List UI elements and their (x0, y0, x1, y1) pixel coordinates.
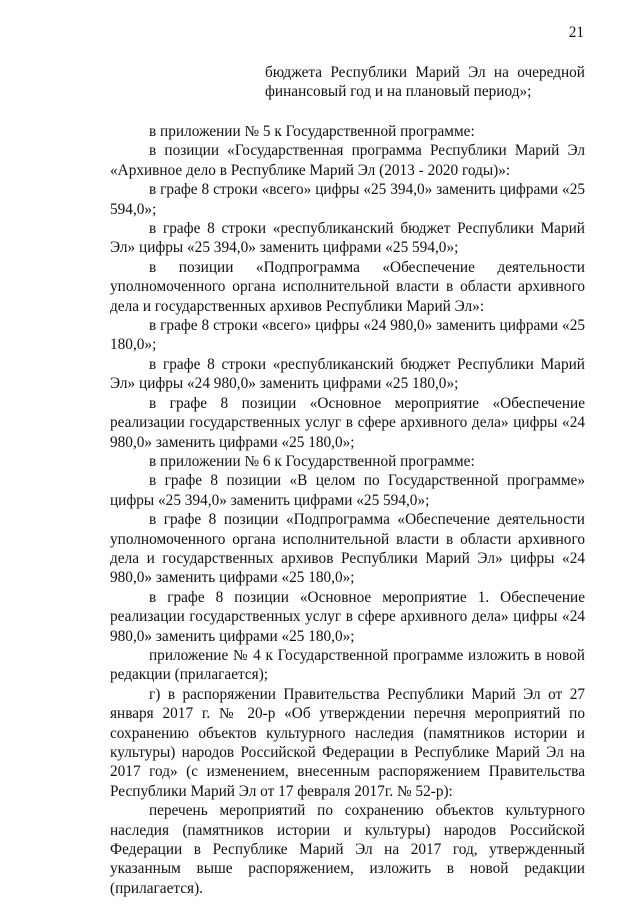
paragraph: в графе 8 строки «республиканский бюджет Республики Марий Эл» цифры «24 980,0» заменить цифрами «25 180,0»; (110, 355, 585, 393)
paragraph: в графе 8 строки «всего» цифры «24 980,0» заменить цифрами «25 180,0»; (110, 317, 585, 354)
page-number: 21 (568, 24, 584, 41)
paragraph: г) в распоряжении Правительства Республики Марий Эл от 27 января 2017 г. № 20-р «Об утверждении перечня мероприятий по сохранению объектов культурного наследия (памятников истории и культуры) народов Российской Федерации в Республике Марий Эл на 2017 год» (с изменением, внесенным распоряжением Правительства Республики Марий Эл от 17 февраля 2017г. № 52-р): (110, 685, 585, 800)
paragraph: в графе 8 позиции «Подпрограмма «Обеспечение деятельности уполномоченного органа исполнительной власти в области архивного дела и государственных архивов Республики Марий Эл» цифры «24 980,0» заменить цифрами «25 180,0»; (110, 511, 585, 587)
continuation-clause: бюджета Республики Марий Эл на очередной финансовый год и на плановый период»; (265, 64, 585, 101)
document-body (110, 122, 585, 898)
paragraph: перечень мероприятий по сохранению объектов культурного наследия (памятников истории и культуры) народов Российской Федерации в Республике Марий Эл на 2017 год, утвержденный указанным выше распоряжением, изложить в новой редакции (прилагается). (110, 802, 585, 897)
paragraph: в графе 8 позиции «Основное мероприятие «Обеспечение реализации государственных услуг в сфере архивного дела» цифры «24 980,0» заменить цифрами «25 180,0»; (110, 394, 585, 451)
paragraph: в графе 8 строки «всего» цифры «25 394,0» заменить цифрами «25 594,0»; (110, 181, 585, 218)
paragraph: в графе 8 строки «республиканский бюджет Республики Марий Эл» цифры «25 394,0» заменить цифрами «25 594,0»; (110, 220, 585, 257)
paragraph: в приложении № 6 к Государственной программе: (149, 452, 475, 470)
paragraph: в графе 8 позиции «Основное мероприятие 1. Обеспечение реализации государственных услуг в сфере архивного дела» цифры «24 980,0» заменить цифрами «25 180,0»; (110, 588, 585, 645)
paragraph: в графе 8 позиции «В целом по Государственной программе» цифры «25 394,0» заменить цифрами «25 594,0»; (110, 472, 585, 509)
paragraph: приложение № 4 к Государственной программе изложить в новой редакции (прилагается); (110, 646, 585, 684)
paragraph: в позиции «Подпрограмма «Обеспечение деятельности уполномоченного органа исполнительной власти в области архивного дела и государственных архивов Республики Марий Эл»: (110, 258, 585, 315)
paragraph: в позиции «Государственная программа Республики Марий Эл «Архивное дело в Республике Марий Эл (2013 - 2020 годы)»: (110, 142, 585, 179)
paragraph: в приложении № 5 к Государственной программе: (149, 123, 475, 140)
